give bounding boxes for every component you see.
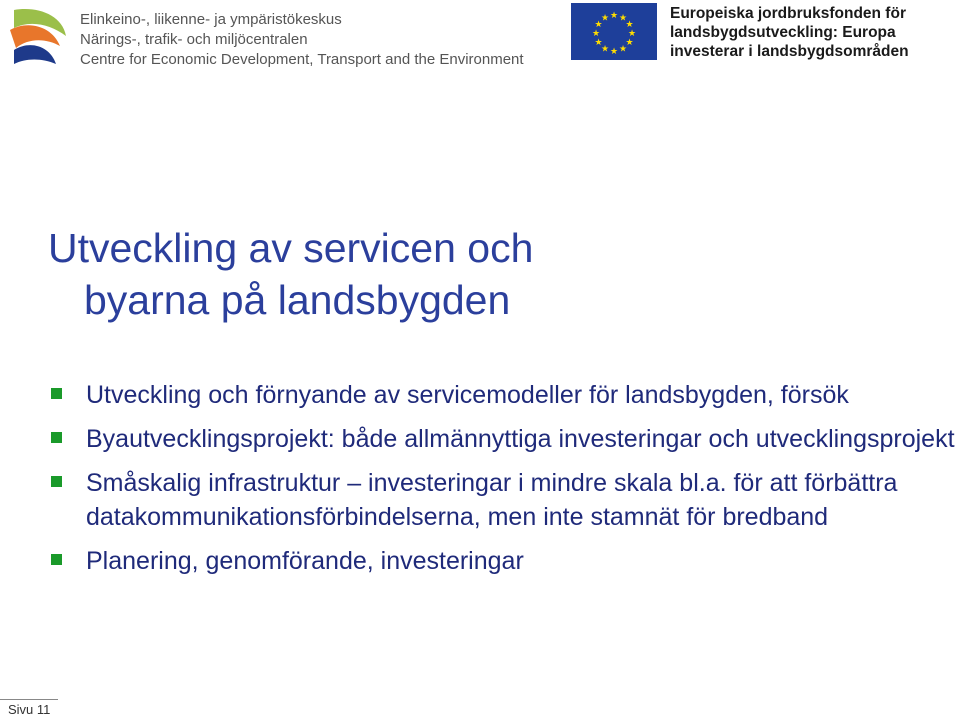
- svg-text:★: ★: [600, 13, 610, 24]
- page-number: Sivu 11: [8, 702, 51, 717]
- ely-org-name: [80, 10, 524, 70]
- svg-text:★: ★: [618, 44, 628, 55]
- bullet-item: [0, 544, 960, 578]
- svg-text:★: ★: [600, 44, 610, 55]
- svg-text:★: ★: [625, 20, 634, 30]
- square-bullet-icon: [51, 432, 62, 443]
- svg-text:★: ★: [625, 38, 634, 48]
- bullet-text: Utveckling och förnyande av servicemodeller för landsbygden, försök: [86, 381, 849, 409]
- slide-title-line: byarna på landsbygden: [84, 277, 511, 323]
- ely-centre-logo-icon: [6, 6, 70, 68]
- slide-header: [0, 0, 960, 75]
- svg-text:★: ★: [594, 20, 603, 30]
- svg-text:★: ★: [609, 11, 619, 21]
- bullet-text: Småskalig infrastruktur – investeringar i mindre skala bl.a. för att förbättra datakommunikationsförbindelserna, men inte stamnät för bredband: [86, 469, 898, 531]
- svg-text:★: ★: [591, 29, 601, 39]
- eu-flag-icon: [571, 3, 657, 60]
- svg-text:★: ★: [594, 38, 603, 48]
- bullet-item: [0, 422, 960, 456]
- square-bullet-icon: [51, 476, 62, 487]
- square-bullet-icon: [51, 554, 62, 565]
- square-bullet-icon: [51, 388, 62, 399]
- ely-org-line: Centre for Economic Development, Transport and the Environment: [80, 51, 524, 68]
- bullet-item: [0, 466, 960, 534]
- svg-text:★: ★: [609, 47, 619, 57]
- slide-title-line: Utveckling av servicen och: [48, 225, 534, 271]
- footer-divider: [0, 699, 58, 700]
- eu-fund-line: investerar i landsbygdsområden: [670, 43, 909, 60]
- eu-fund-line: Europeiska jordbruksfonden för: [670, 5, 906, 22]
- eu-fund-name: [670, 4, 909, 61]
- bullet-text: Byautvecklingsprojekt: både allmännyttiga investeringar och utvecklingsprojekt: [86, 425, 955, 453]
- ely-org-line: Närings-, trafik- och miljöcentralen: [80, 31, 308, 48]
- ely-org-line: Elinkeino-, liikenne- ja ympäristökeskus: [80, 11, 342, 28]
- bullet-text: Planering, genomförande, investeringar: [86, 547, 524, 575]
- svg-text:★: ★: [618, 13, 628, 24]
- eu-fund-line: landsbygdsutveckling: Europa: [670, 24, 896, 41]
- svg-text:★: ★: [627, 29, 637, 39]
- slide-title: [48, 222, 533, 326]
- bullet-list: [0, 378, 960, 588]
- bullet-item: [0, 378, 960, 412]
